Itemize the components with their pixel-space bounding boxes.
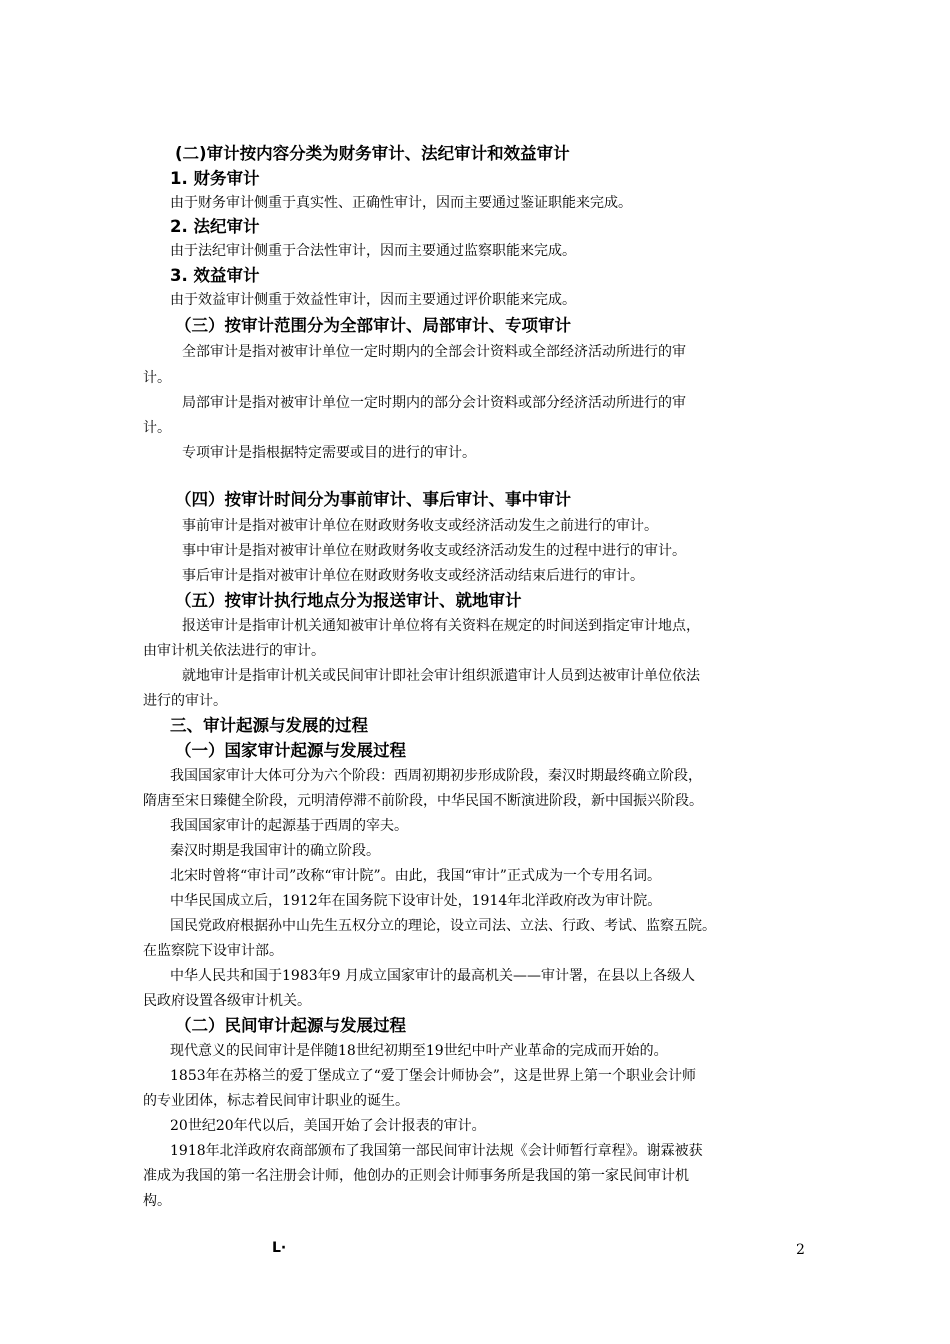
paragraph-line: 就地审计是指审计机关或民间审计即社会审计组织派遣审计人员到达被审计单位依法 xyxy=(182,668,700,684)
paragraph-line: 秦汉时期是我国审计的确立阶段。 xyxy=(170,843,380,859)
paragraph-line: 事前审计是指对被审计单位在财政财务收支或经济活动发生之前进行的审计。 xyxy=(182,518,658,534)
page-number: 2 xyxy=(796,1242,805,1258)
paragraph-line: 民政府设置各级审计机关。 xyxy=(143,993,311,1009)
paragraph-line: 事后审计是指对被审计单位在财政财务收支或经济活动结束后进行的审计。 xyxy=(182,568,644,584)
paragraph-line: 在监察院下设审计部。 xyxy=(143,943,283,959)
paragraph-line: 现代意义的民间审计是伴随18世纪初期至19世纪中叶产业革命的完成而开始的。 xyxy=(170,1043,668,1059)
section-heading: (二)审计按内容分类为财务审计、法纪审计和效益审计 xyxy=(175,144,570,163)
paragraph-line: 由审计机关依法进行的审计。 xyxy=(143,643,325,659)
paragraph-line: 我国国家审计的起源基于西周的宰夫。 xyxy=(170,818,408,834)
section-heading: （三）按审计范围分为全部审计、局部审计、专项审计 xyxy=(175,316,571,335)
section-heading: （二）民间审计起源与发展过程 xyxy=(175,1016,406,1035)
paragraph-line: 20世纪20年代以后，美国开始了会计报表的审计。 xyxy=(170,1118,486,1134)
section-heading: 三、审计起源与发展的过程 xyxy=(170,716,368,735)
paragraph-line: 事中审计是指对被审计单位在财政财务收支或经济活动发生的过程中进行的审计。 xyxy=(182,543,686,559)
paragraph-line: 由于效益审计侧重于效益性审计，因而主要通过评价职能来完成。 xyxy=(170,292,576,308)
paragraph-line: 1853年在苏格兰的爱丁堡成立了“爱丁堡会计师协会”，这是世界上第一个职业会计师 xyxy=(170,1068,696,1084)
paragraph-line: 计。 xyxy=(143,370,171,386)
paragraph-line: 准成为我国的第一名注册会计师，他创办的正则会计师事务所是我国的第一家民间审计机 xyxy=(143,1168,689,1184)
section-heading: （一）国家审计起源与发展过程 xyxy=(175,741,406,760)
paragraph-line: 由于法纪审计侧重于合法性审计，因而主要通过监察职能来完成。 xyxy=(170,243,576,259)
paragraph-line: 报送审计是指审计机关通知被审计单位将有关资料在规定的时间送到指定审计地点， xyxy=(182,618,700,634)
paragraph-line: 构。 xyxy=(143,1193,171,1209)
paragraph-line: 计。 xyxy=(143,420,171,436)
paragraph-line: 我国国家审计大体可分为六个阶段：西周初期初步形成阶段，秦汉时期最终确立阶段， xyxy=(170,768,702,784)
paragraph-line: 北宋时曾将“审计司”改称“审计院”。由此，我国“审计”正式成为一个专用名词。 xyxy=(170,868,661,884)
paragraph-line: 国民党政府根据孙中山先生五权分立的理论，设立司法、立法、行政、考试、监察五院。 xyxy=(170,918,716,934)
paragraph-line: 中华人民共和国于1983年9 月成立国家审计的最高机关——审计署，在县以上各级人 xyxy=(170,968,695,984)
section-heading: （五）按审计执行地点分为报送审计、就地审计 xyxy=(175,591,522,610)
section-heading: （四）按审计时间分为事前审计、事后审计、事中审计 xyxy=(175,490,571,509)
paragraph-line: 1918年北洋政府农商部颁布了我国第一部民间审计法规《会计师暂行章程》。谢霖被获 xyxy=(170,1143,703,1159)
section-heading: 2. 法纪审计 xyxy=(170,217,260,236)
paragraph-line: 中华民国成立后，1912年在国务院下设审计处，1914年北洋政府改为审计院。 xyxy=(170,893,662,909)
footer-mark: L· xyxy=(272,1240,287,1256)
paragraph-line: 的专业团体，标志着民间审计职业的诞生。 xyxy=(143,1093,409,1109)
section-heading: 1. 财务审计 xyxy=(170,169,260,188)
paragraph-line: 进行的审计。 xyxy=(143,693,227,709)
paragraph-line: 专项审计是指根据特定需要或目的进行的审计。 xyxy=(182,445,476,461)
paragraph-line: 全部审计是指对被审计单位一定时期内的全部会计资料或全部经济活动所进行的审 xyxy=(182,344,686,360)
paragraph-line: 由于财务审计侧重于真实性、正确性审计，因而主要通过鉴证职能来完成。 xyxy=(170,195,632,211)
paragraph-line: 局部审计是指对被审计单位一定时期内的部分会计资料或部分经济活动所进行的审 xyxy=(182,395,686,411)
section-heading: 3. 效益审计 xyxy=(170,266,260,285)
paragraph-line: 隋唐至宋日臻健全阶段，元明清停滞不前阶段，中华民国不断演进阶段，新中国振兴阶段。 xyxy=(143,793,703,809)
